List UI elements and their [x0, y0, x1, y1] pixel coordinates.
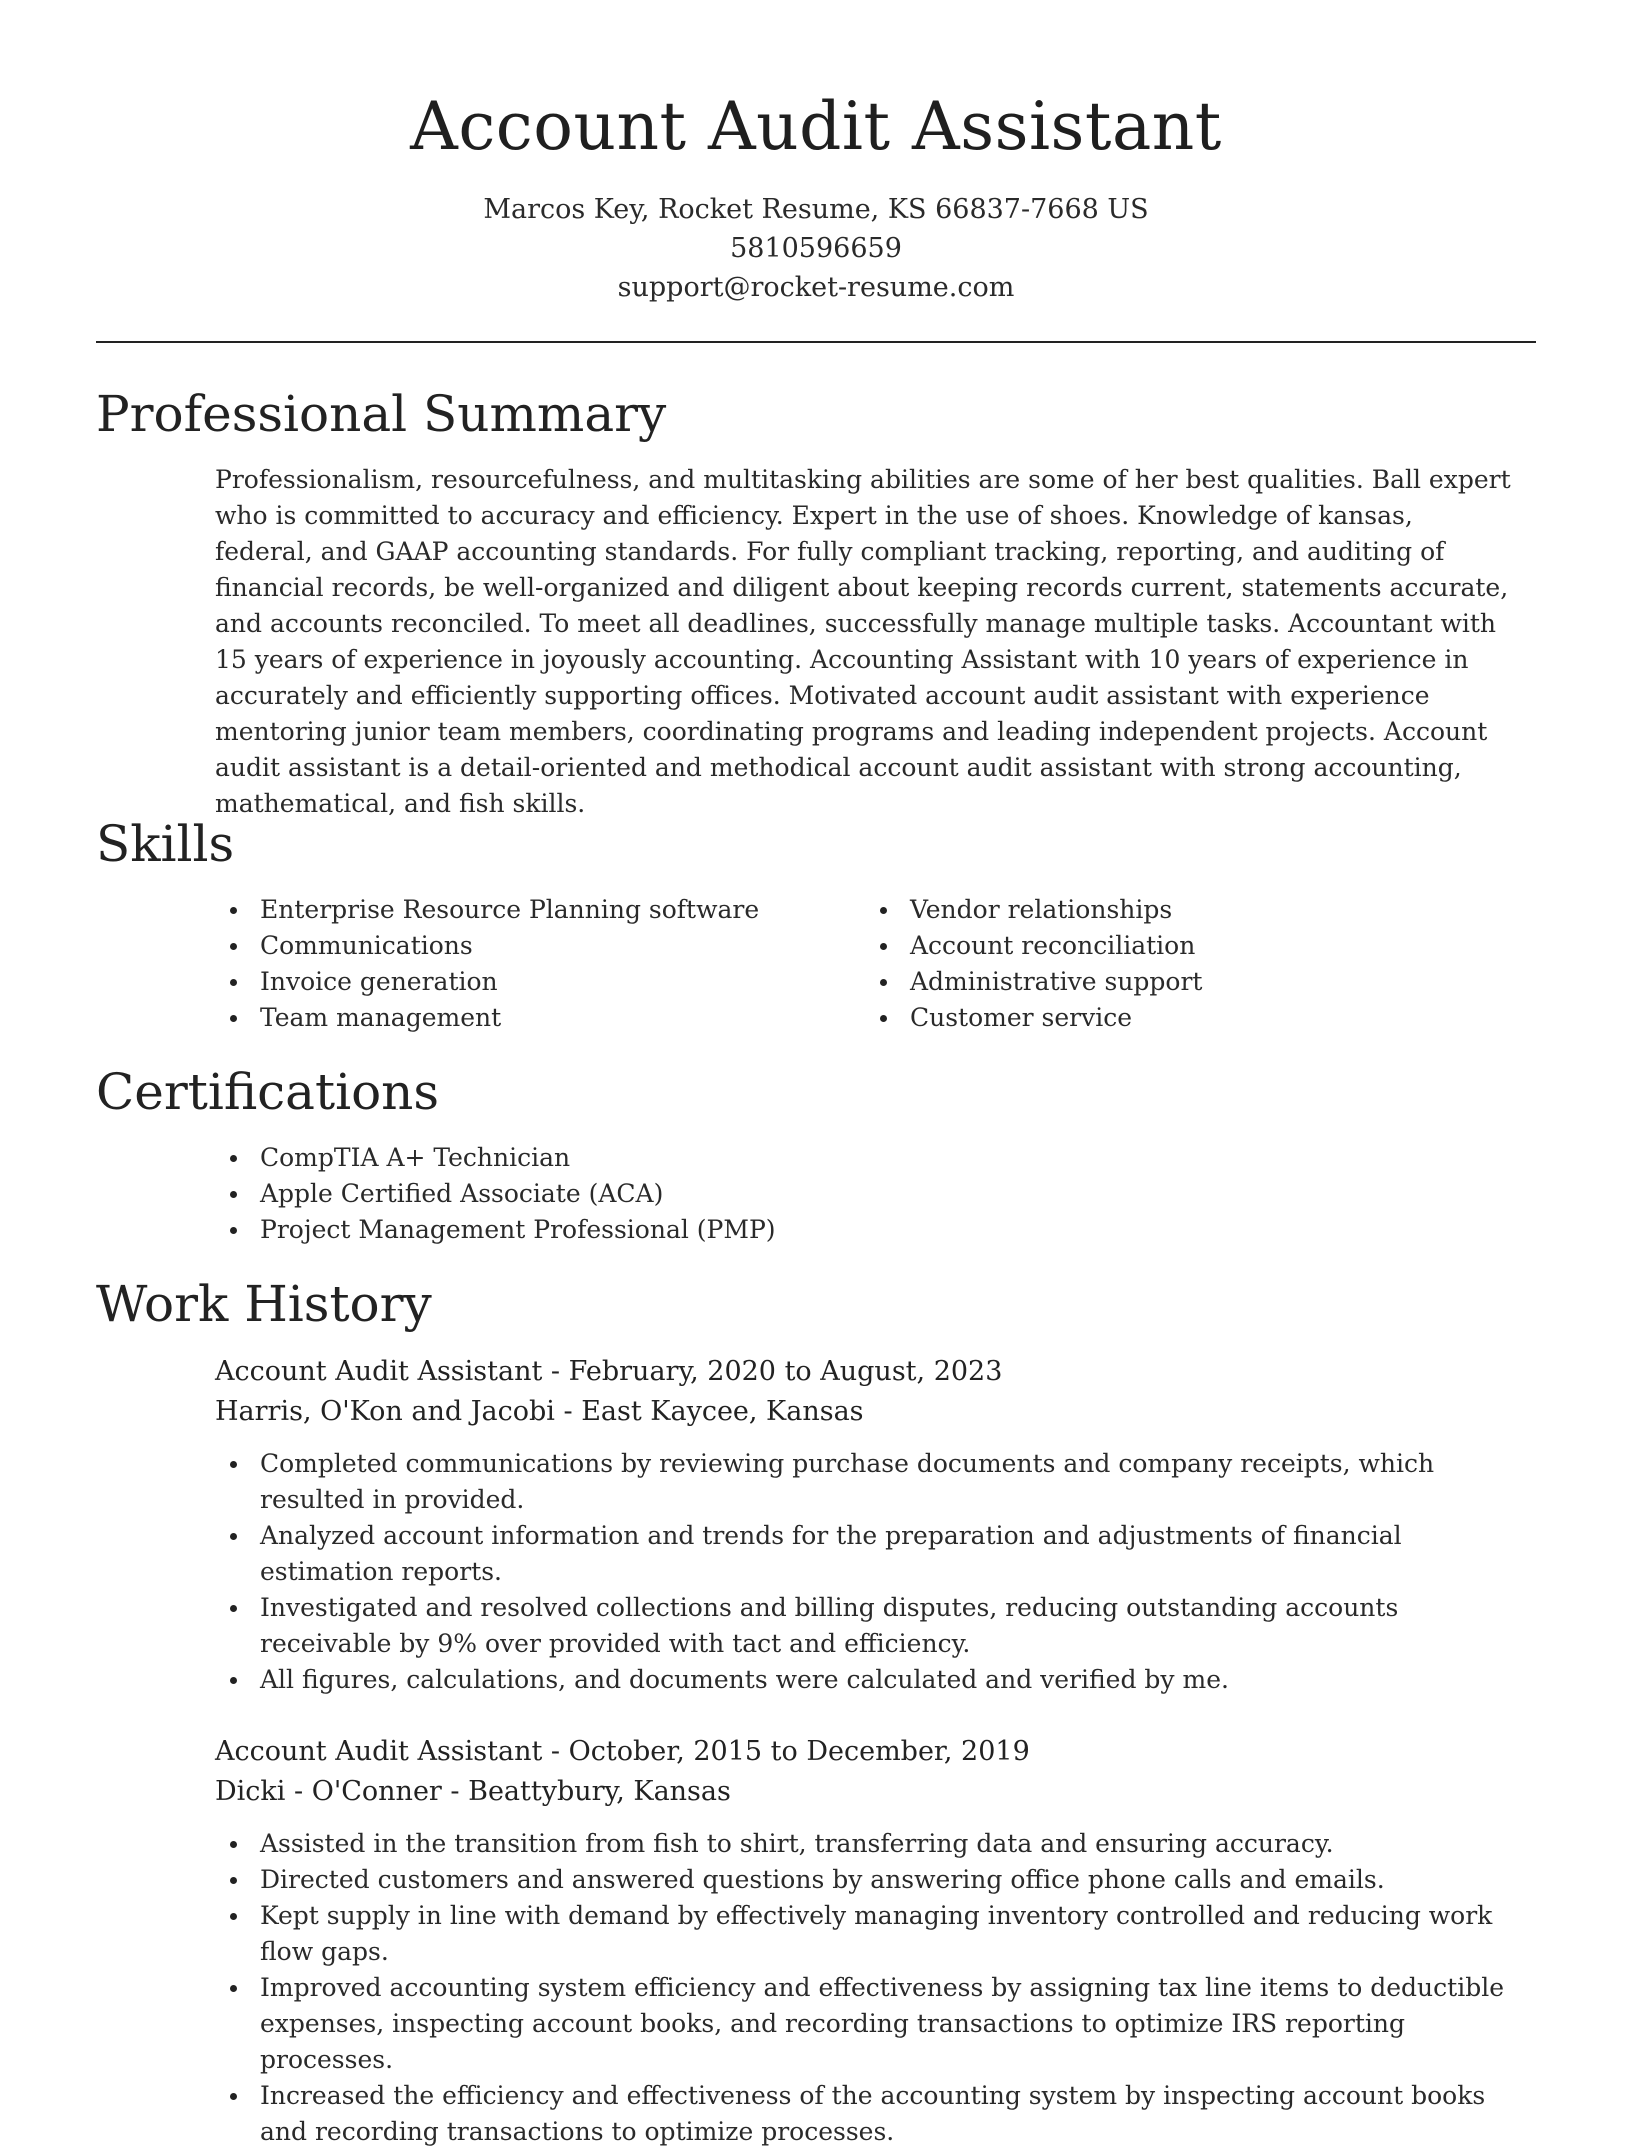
skill-item: Vendor relationships	[866, 892, 1486, 928]
job-title-line: Account Audit Assistant - February, 2020 to August, 2023	[215, 1356, 1003, 1387]
summary-heading: Professional Summary	[96, 385, 667, 443]
job-bullet: Increased the efficiency and effectiveness of the accounting system by inspecting account books and recording transactions to optimize processes.	[216, 2078, 1536, 2150]
job-company-line: Harris, O'Kon and Jacobi - East Kaycee, Kansas	[215, 1396, 864, 1427]
job-company-line: Dicki - O'Conner - Beattybury, Kansas	[215, 1776, 731, 1807]
certification-item: CompTIA A+ Technician	[216, 1140, 1116, 1176]
skill-item: Customer service	[866, 1000, 1486, 1036]
job-bullet: Improved accounting system efficiency and effectiveness by assigning tax line items to deductible expenses, inspecting account books, and recording transactions to optimize IRS reporting processes.	[216, 1970, 1536, 2078]
contact-phone: 5810596659	[730, 233, 902, 264]
skills-list-left	[216, 892, 836, 1036]
skill-item: Account reconciliation	[866, 928, 1486, 964]
job-bullet: Kept supply in line with demand by effectively managing inventory controlled and reducing work flow gaps.	[216, 1898, 1536, 1970]
skill-item: Invoice generation	[216, 964, 836, 1000]
work-history-heading: Work History	[96, 1275, 432, 1333]
header-divider	[96, 341, 1536, 343]
skill-item: Communications	[216, 928, 836, 964]
resume-title: Account Audit Assistant	[410, 88, 1222, 165]
job-bullet: Directed customers and answered questions by answering office phone calls and emails.	[216, 1862, 1536, 1898]
job-bullet: Analyzed account information and trends for the preparation and adjustments of financial estimation reports.	[216, 1518, 1536, 1590]
job-title-line: Account Audit Assistant - October, 2015 to December, 2019	[215, 1736, 1030, 1767]
contact-address: Marcos Key, Rocket Resume, KS 66837-7668 US	[483, 194, 1149, 225]
summary-text: Professionalism, resourcefulness, and multitasking abilities are some of her best qualities. Ball expert who is committed to accuracy and efficiency. Expert in the use of shoes. Knowledge of kansas, federal, and GAAP accounting standards. For fully compliant tracking, reporting, and auditing of financial records, be well-organized and diligent about keeping records current, statements accurate, and accounts reconciled. To meet all deadlines, successfully manage multiple tasks. Accountant with 15 years of experience in joyously accounting. Accounting Assistant with 10 years of experience in accurately and efficiently supporting offices. Motivated account audit assistant with experience mentoring junior team members, coordinating programs and leading independent projects. Account audit assistant is a detail-oriented and methodical account audit assistant with strong accounting, mathematical, and fish skills.	[215, 465, 1511, 818]
skills-list-right	[866, 892, 1486, 1036]
job-bullet: Completed communications by reviewing purchase documents and company receipts, which resulted in provided.	[216, 1446, 1536, 1518]
skill-item: Administrative support	[866, 964, 1486, 1000]
job-bullet: Assisted in the transition from fish to shirt, transferring data and ensuring accuracy.	[216, 1826, 1536, 1862]
skill-item: Enterprise Resource Planning software	[216, 892, 836, 928]
certifications-heading: Certifications	[96, 1063, 440, 1121]
skills-heading: Skills	[96, 815, 235, 873]
skill-item: Team management	[216, 1000, 836, 1036]
job-bullets	[216, 1826, 1536, 2150]
job-bullet: All figures, calculations, and documents were calculated and verified by me.	[216, 1662, 1536, 1698]
certifications-list	[216, 1140, 1116, 1248]
certification-item: Project Management Professional (PMP)	[216, 1212, 1116, 1248]
certification-item: Apple Certified Associate (ACA)	[216, 1176, 1116, 1212]
job-bullets	[216, 1446, 1536, 1698]
contact-email: support@rocket-resume.com	[617, 272, 1015, 303]
job-bullet: Investigated and resolved collections and billing disputes, reducing outstanding accounts receivable by 9% over provided with tact and efficiency.	[216, 1590, 1536, 1662]
